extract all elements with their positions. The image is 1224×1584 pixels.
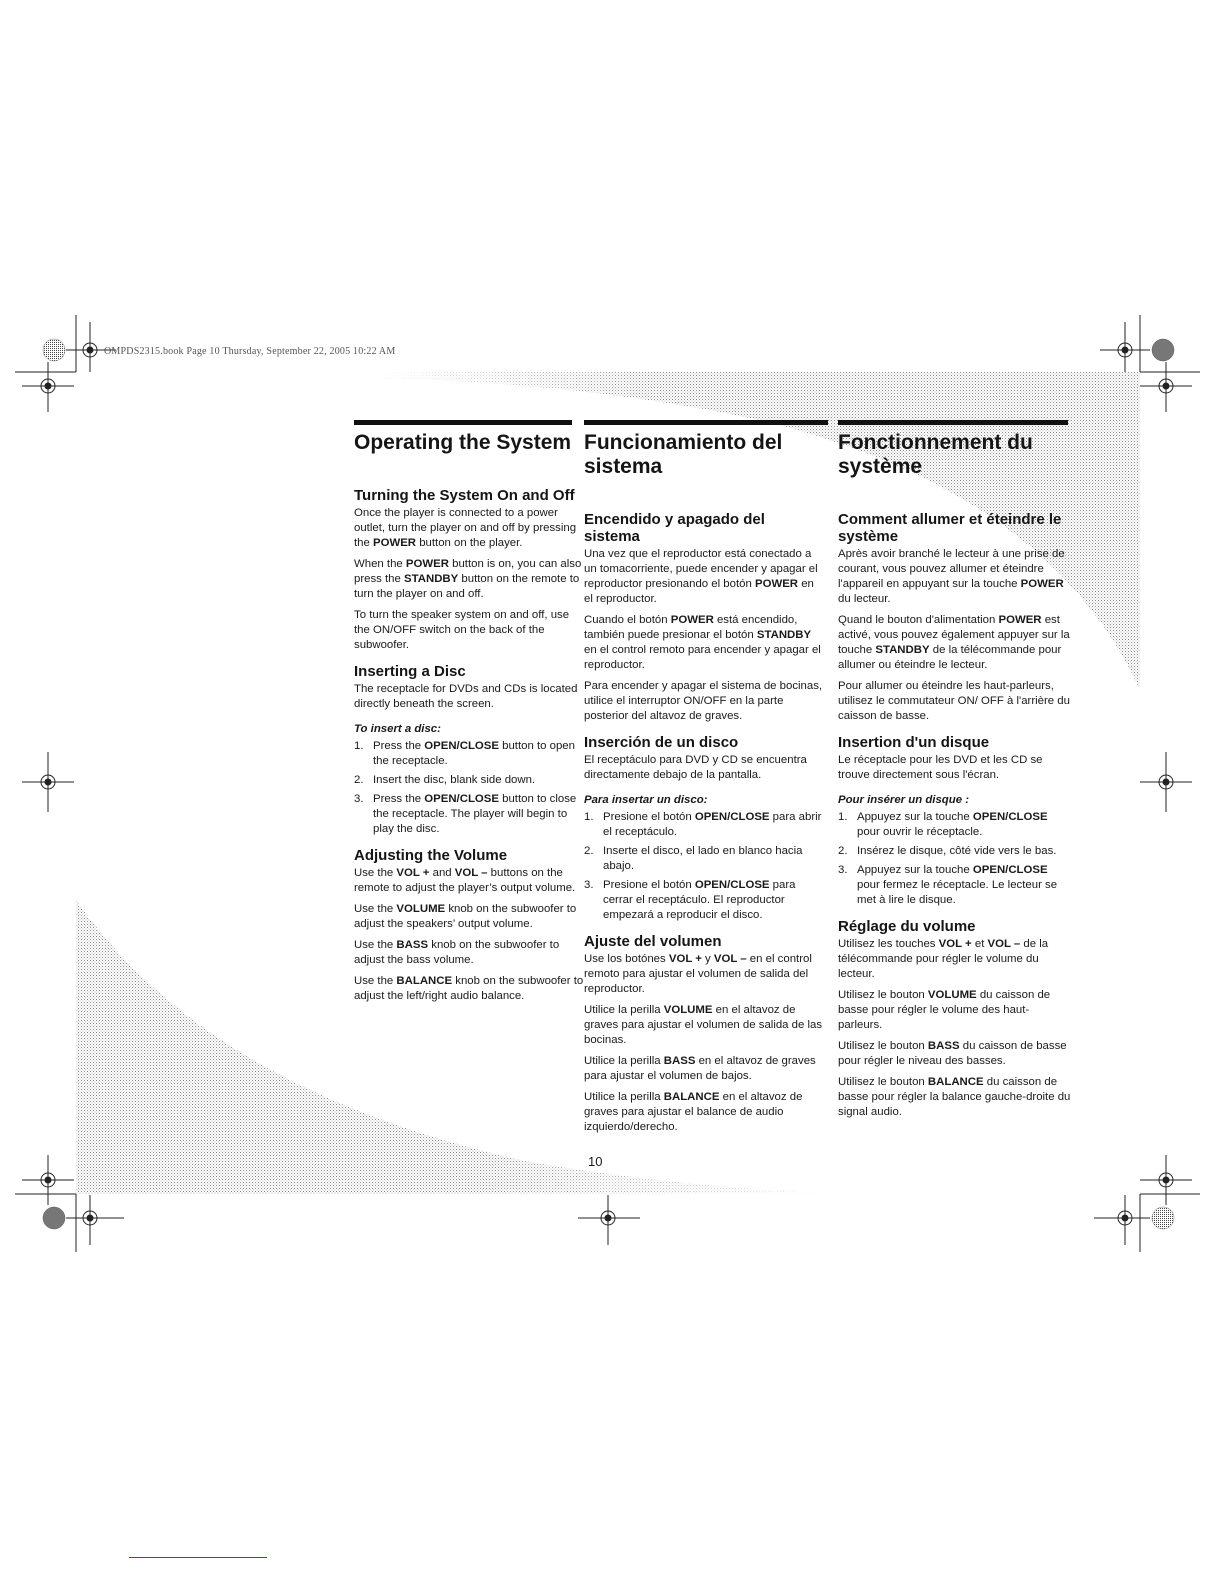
color-target-icon bbox=[43, 1207, 65, 1229]
list-item: 1. Press the OPEN/CLOSE button to open the receptacle. bbox=[354, 740, 575, 767]
paragraph: Cuando el botón POWER está encendido, también puede presionar el botón STANDBY en el control remoto para encender y apagar el reproductor. bbox=[584, 614, 821, 671]
heading-power: Comment allumer et éteindre le système bbox=[838, 511, 1062, 545]
paragraph: Utilisez le bouton BALANCE du caisson de basse pour régler la balance gauche-droite du signal audio. bbox=[838, 1076, 1071, 1118]
section-title: Fonctionnement du système bbox=[838, 431, 1033, 478]
book-file-header: OMPDS2315.book Page 10 Thursday, September 22, 2005 10:22 AM bbox=[104, 346, 396, 357]
list-item: 3. Presione el botón OPEN/CLOSE para cerrar el receptáculo. El reproductor empezará a reproducir el disco. bbox=[584, 879, 796, 921]
list-item: 1. Appuyez sur la touche OPEN/CLOSE pour ouvrir le réceptacle. bbox=[838, 811, 1048, 838]
registration-mark-icon bbox=[1140, 362, 1192, 412]
list-item: 3. Appuyez sur la touche OPEN/CLOSE pour fermez le réceptacle. Le lecteur se met à lire le disque. bbox=[838, 864, 1058, 906]
heading-disc: Inserting a Disc bbox=[354, 663, 466, 680]
color-target-icon bbox=[43, 339, 65, 361]
paragraph: Utilice la perilla BASS en el altavoz de graves para ajustar el volumen de bajos. bbox=[584, 1055, 816, 1082]
registration-mark-icon bbox=[1100, 322, 1150, 372]
column-spanish bbox=[584, 420, 824, 1141]
heading-power: Turning the System On and Off bbox=[354, 487, 575, 504]
list-item: 2. Inserte el disco, el lado en blanco hacia abajo. bbox=[584, 845, 803, 872]
list-item: 1. Presione el botón OPEN/CLOSE para abrir el receptáculo. bbox=[584, 811, 822, 838]
steps-list bbox=[584, 810, 824, 923]
paragraph: Use the VOLUME knob on the subwoofer to adjust the speakers’ output volume. bbox=[354, 903, 577, 930]
paragraph: Utilisez les touches VOL + et VOL – de la télécommande pour régler le volume du lecteur. bbox=[838, 938, 1049, 980]
steps-list bbox=[838, 810, 1072, 908]
registration-mark-icon bbox=[1140, 1155, 1192, 1205]
paragraph: Utilisez le bouton VOLUME du caisson de basse pour régler le volume des haut-parleurs. bbox=[838, 989, 1051, 1031]
title-rule bbox=[838, 420, 1068, 425]
registration-mark-icon bbox=[66, 1195, 124, 1245]
paragraph: To turn the speaker system on and off, use the ON/OFF switch on the back of the subwoofer. bbox=[354, 609, 570, 651]
registration-mark-icon bbox=[22, 362, 74, 412]
paragraph: Pour allumer ou éteindre les haut-parleurs, utilisez le commutateur ON/ OFF à l'arrière du caisson de basse. bbox=[838, 680, 1070, 722]
page-number: 10 bbox=[588, 1154, 603, 1169]
color-target-icon bbox=[1152, 1207, 1174, 1229]
paragraph: Use los botónes VOL + y VOL – en el control remoto para ajustar el volumen de salida del reproductor. bbox=[584, 953, 812, 995]
paragraph: Use the BASS knob on the subwoofer to adjust the bass volume. bbox=[354, 939, 560, 966]
steps-list bbox=[354, 739, 588, 837]
registration-mark-icon bbox=[22, 752, 74, 812]
registration-mark-icon bbox=[22, 1155, 74, 1205]
paragraph: Après avoir branché le lecteur à une prise de courant, vous pouvez allumer et éteindre l'appareil en appuyant sur la touche POWER du lecteur. bbox=[838, 548, 1065, 605]
title-rule bbox=[354, 420, 572, 425]
heading-volume: Adjusting the Volume bbox=[354, 847, 508, 864]
section-title: Funcionamiento del sistema bbox=[584, 431, 783, 478]
list-item: 2. Insérez le disque, côté vide vers le bas. bbox=[838, 845, 1057, 857]
column-french bbox=[838, 420, 1072, 1126]
list-item: 3. Press the OPEN/CLOSE button to close the receptacle. The player will begin to play the disc. bbox=[354, 793, 577, 835]
footer-underline bbox=[129, 1557, 267, 1558]
paragraph: Para encender y apagar el sistema de bocinas, utilice el interruptor ON/OFF en la parte posterior del altavoz de graves. bbox=[584, 680, 823, 722]
column-english bbox=[354, 420, 588, 1010]
paragraph: Utilisez le bouton BASS du caisson de basse pour régler le niveau des basses. bbox=[838, 1040, 1067, 1067]
paragraph: Le réceptacle pour les DVD et les CD se trouve directement sous l'écran. bbox=[838, 754, 1043, 781]
paragraph: The receptacle for DVDs and CDs is located directly beneath the screen. bbox=[354, 683, 578, 710]
color-target-icon bbox=[1152, 339, 1174, 361]
subheading: Para insertar un disco: bbox=[584, 794, 708, 806]
section-title: Operating the System bbox=[354, 431, 572, 454]
paragraph: Quand le bouton d'alimentation POWER est activé, vous pouvez également appuyer sur la touche STANDBY de la télécommande pour allumer ou éteindre le lecteur. bbox=[838, 614, 1070, 671]
title-rule bbox=[584, 420, 828, 425]
paragraph: Once the player is connected to a power outlet, turn the player on and off by pressing the POWER button on the player. bbox=[354, 507, 577, 549]
paragraph: El receptáculo para DVD y CD se encuentra directamente debajo de la pantalla. bbox=[584, 754, 807, 781]
subheading: Pour insérer un disque : bbox=[838, 794, 970, 806]
subheading: To insert a disc: bbox=[354, 723, 441, 735]
heading-disc: Insertion d'un disque bbox=[838, 734, 990, 751]
paragraph: Use the BALANCE knob on the subwoofer to adjust the left/right audio balance. bbox=[354, 975, 584, 1002]
list-item: 2. Insert the disc, blank side down. bbox=[354, 774, 536, 786]
paragraph: Utilice la perilla VOLUME en el altavoz de graves para ajustar el volumen de salida de las bocinas. bbox=[584, 1004, 823, 1046]
paragraph: Una vez que el reproductor está conectado a un tomacorriente, puede encender y apagar el reproductor presionando el botón POWER en el reproductor. bbox=[584, 548, 818, 605]
paragraph: Utilice la perilla BALANCE en el altavoz de graves para ajustar el balance de audio izquierdo/derecho. bbox=[584, 1091, 803, 1133]
paragraph: Use the VOL + and VOL – buttons on the remote to adjust the player’s output volume. bbox=[354, 867, 576, 894]
heading-volume: Réglage du volume bbox=[838, 918, 976, 935]
registration-mark-icon bbox=[1140, 752, 1192, 812]
heading-power: Encendido y apagado del sistema bbox=[584, 511, 765, 545]
paragraph: When the POWER button is on, you can also press the STANDBY button on the remote to turn the player on and off. bbox=[354, 558, 582, 600]
heading-volume: Ajuste del volumen bbox=[584, 933, 722, 950]
registration-mark-icon bbox=[1094, 1195, 1150, 1245]
registration-mark-icon bbox=[578, 1195, 640, 1245]
heading-disc: Inserción de un disco bbox=[584, 734, 739, 751]
